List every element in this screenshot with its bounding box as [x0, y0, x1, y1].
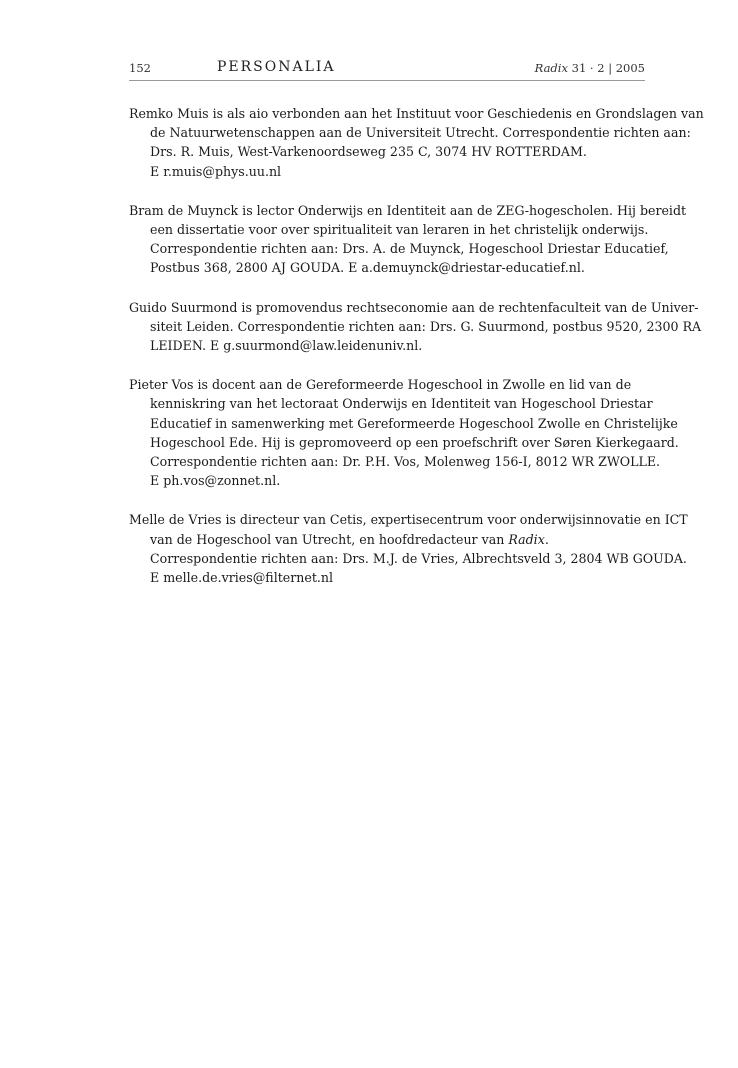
entry-text: van de Hogeschool van Utrecht, en hoofdredacteur van: [150, 531, 509, 547]
personalia-entries: [129, 104, 704, 607]
journal-reference: [535, 61, 645, 75]
entry-line: Guido Suurmond is promovendus rechtseconomie aan de rechtenfaculteit van de Univer-: [129, 299, 699, 315]
entry-bram-de-muynck: [129, 201, 687, 278]
entry-line: [129, 530, 645, 549]
entry-line: Educatief in samenwerking met Gereformeerde Hogeschool Zwolle en Christelijke: [150, 415, 678, 431]
entry-line: E melle.de.vries@filternet.nl: [150, 570, 334, 586]
entry-line: Correspondentie richten aan: Drs. M.J. de Vries, Albrechtsveld 3, 2804 WB GOUDA.: [150, 550, 687, 566]
entry-line: Postbus 368, 2800 AJ GOUDA. E a.demuynck@driestar-educatief.nl.: [150, 260, 585, 276]
entry-line: LEIDEN. E g.suurmond@law.leidenuniv.nl.: [150, 338, 423, 354]
entry-line: Melle de Vries is directeur van Cetis, expertisecentrum voor onderwijsinnovatie en ICT: [129, 512, 688, 528]
journal-issue: 31 · 2 | 2005: [571, 61, 645, 75]
entry-line: Pieter Vos is docent aan de Gereformeerde Hogeschool in Zwolle en lid van de: [129, 377, 632, 393]
entry-line: siteit Leiden. Correspondentie richten aan: Drs. G. Suurmond, postbus 9520, 2300 RA: [150, 318, 702, 334]
entry-line: Correspondentie richten aan: Dr. P.H. Vos, Molenweg 156-I, 8012 WR ZWOLLE.: [150, 454, 661, 470]
journal-name: Radix: [534, 61, 568, 75]
entry-line: Remko Muis is als aio verbonden aan het Instituut voor Geschiedenis en Grondslagen van: [129, 106, 704, 121]
page-number: 152: [129, 61, 151, 75]
entry-line: de Natuurwetenschappen aan de Universiteit Utrecht. Correspondentie richten aan:: [150, 125, 691, 141]
journal-name-inline: Radix: [508, 531, 545, 547]
entry-melle-de-vries: [129, 510, 688, 587]
entry-line: E r.muis@phys.uu.nl: [150, 163, 282, 179]
entry-guido-suurmond: [129, 298, 702, 356]
entry-remko-muis: [129, 104, 704, 181]
entry-line: Bram de Muynck is lector Onderwijs en Identiteit aan de ZEG-hogescholen. Hij bereidt: [129, 202, 687, 218]
page-header: [129, 60, 645, 81]
entry-line: Drs. R. Muis, West-Varkenoordseweg 235 C, 3074 HV ROTTERDAM.: [150, 144, 587, 160]
entry-line: een dissertatie voor over spiritualiteit van leraren in het christelijk onderwijs.: [150, 222, 649, 238]
entry-line: E ph.vos@zonnet.nl.: [150, 473, 281, 489]
entry-line: Correspondentie richten aan: Drs. A. de Muynck, Hogeschool Driestar Educatief,: [150, 241, 669, 257]
entry-line: Hogeschool Ede. Hij is gepromoveerd op een proefschrift over Søren Kierkegaard.: [150, 434, 679, 450]
entry-line: kenniskring van het lectoraat Onderwijs en Identiteit van Hogeschool Driestar: [150, 396, 653, 412]
section-title: PERSONALIA: [217, 59, 336, 75]
entry-pieter-vos: [129, 375, 679, 490]
entry-text: .: [544, 531, 549, 547]
